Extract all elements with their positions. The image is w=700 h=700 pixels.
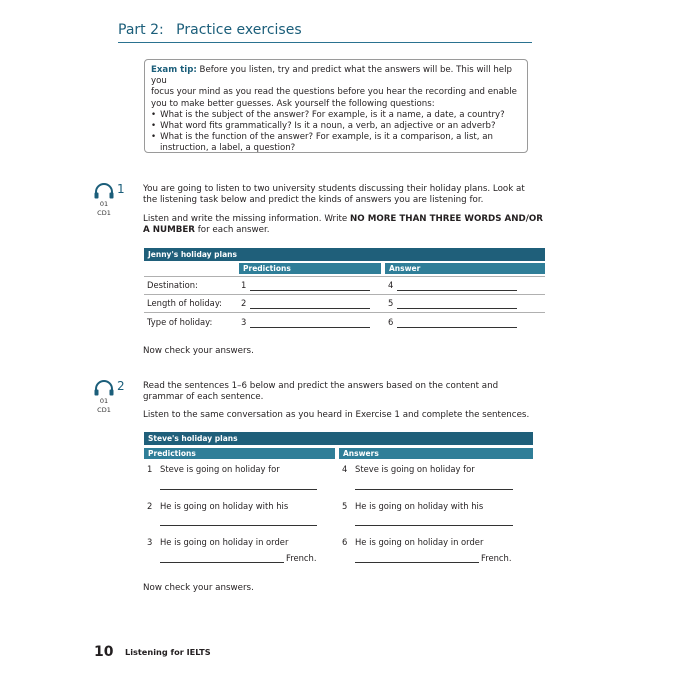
blank-number: 6 [388, 317, 394, 327]
exercise-2-intro: Read the sentences 1–6 below and predict the answers based on the content and grammar of each sentence. [143, 381, 499, 403]
exam-tip-bullet-cont: instruction, a label, a question? [160, 143, 296, 154]
column-header-answer: Answer [385, 263, 545, 274]
answer-blank[interactable] [397, 290, 517, 291]
exercise-number: 2 [117, 379, 125, 393]
blank-number: 5 [388, 298, 394, 308]
row-label: Type of holiday: [147, 317, 213, 327]
check-answers-text: Now check your answers. [143, 583, 254, 593]
row-divider [144, 294, 545, 295]
exam-tip-bullet: • What is the subject of the answer? For example, is it a name, a date, a country? [151, 110, 521, 121]
headphones-icon [93, 380, 115, 396]
check-answers-text: Now check your answers. [143, 346, 254, 356]
exam-tip-text: Before you listen, try and predict what the answers will be. This will help you [151, 65, 512, 87]
row-divider [144, 312, 545, 313]
track-number: 01 [99, 200, 109, 208]
exam-tip-line-1 [151, 65, 521, 87]
sentence-number: 3 [147, 537, 153, 547]
answer-blank[interactable] [355, 562, 479, 563]
row-label: Destination: [147, 280, 198, 290]
answer-blank[interactable] [160, 525, 317, 526]
table-title: Steve's holiday plans [144, 432, 533, 445]
sentence-text: He is going on holiday in order [160, 537, 289, 547]
blank-number: 1 [241, 280, 247, 290]
answer-blank[interactable] [355, 525, 513, 526]
page-title [118, 22, 302, 38]
exam-tip-line-3: you to make better guesses. Ask yourself the following questions: [151, 98, 435, 109]
book-title: Listening for IELTS [125, 647, 211, 657]
answer-blank[interactable] [160, 562, 284, 563]
sentence-number: 2 [147, 501, 153, 511]
section-title: Practice exercises [176, 22, 302, 38]
exam-tip-box [144, 59, 528, 153]
exercise-2-marker [93, 379, 125, 416]
exercise-1-marker [93, 182, 125, 219]
sentence-suffix: French. [286, 553, 317, 563]
exercise-1-intro: You are going to listen to two university students discussing their holiday plans. Look at the listening task below and predict the kinds of answers you are listening for. [143, 184, 525, 206]
answer-blank[interactable] [397, 327, 517, 328]
blank-number: 2 [241, 298, 247, 308]
exam-tip-bullet: • What word fits grammatically? Is it a noun, a verb, an adjective or an adverb? [151, 121, 521, 132]
cd-label: CD1 [97, 406, 111, 414]
part-label: Part 2: [118, 22, 164, 38]
headphones-icon [93, 183, 115, 199]
sentence-number: 1 [147, 464, 153, 474]
sentence-number: 6 [342, 537, 348, 547]
answer-blank[interactable] [160, 489, 317, 490]
column-header-predictions: Predictions [239, 263, 381, 274]
sentence-text: Steve is going on holiday for [160, 464, 280, 474]
exercise-number: 1 [117, 182, 125, 196]
sentence-text: Steve is going on holiday for [355, 464, 475, 474]
sentence-text: He is going on holiday in order [355, 537, 484, 547]
column-header-answers: Answers [339, 448, 533, 459]
answer-blank[interactable] [250, 290, 370, 291]
answer-blank[interactable] [250, 327, 370, 328]
sentence-number: 4 [342, 464, 348, 474]
column-header-predictions: Predictions [144, 448, 335, 459]
exam-tip-bullet: • What is the function of the answer? For example, is it a comparison, a list, an [151, 132, 521, 143]
exercise-1-instruction: Listen and write the missing information. Write NO MORE THAN THREE WORDS AND/OR A NUMBER for each answer. [143, 214, 543, 236]
answer-blank[interactable] [355, 489, 513, 490]
row-label: Length of holiday: [147, 298, 222, 308]
row-divider [144, 276, 545, 277]
sentence-suffix: French. [481, 553, 512, 563]
blank-number: 3 [241, 317, 247, 327]
exam-tip-label: Exam tip: [151, 65, 197, 75]
sentence-text: He is going on holiday with his [355, 501, 484, 511]
exercise-2-instruction: Listen to the same conversation as you heard in Exercise 1 and complete the sentences. [143, 410, 530, 420]
track-number: 01 [99, 397, 109, 405]
answer-blank[interactable] [397, 308, 517, 309]
sentence-text: He is going on holiday with his [160, 501, 289, 511]
page-number: 10 [94, 644, 114, 660]
exam-tip-line-2: focus your mind as you read the questions before you hear the recording and enable [151, 87, 517, 98]
cd-label: CD1 [97, 209, 111, 217]
answer-blank[interactable] [250, 308, 370, 309]
blank-number: 4 [388, 280, 394, 290]
table-title: Jenny's holiday plans [144, 248, 545, 261]
header-rule [118, 42, 532, 43]
sentence-number: 5 [342, 501, 348, 511]
